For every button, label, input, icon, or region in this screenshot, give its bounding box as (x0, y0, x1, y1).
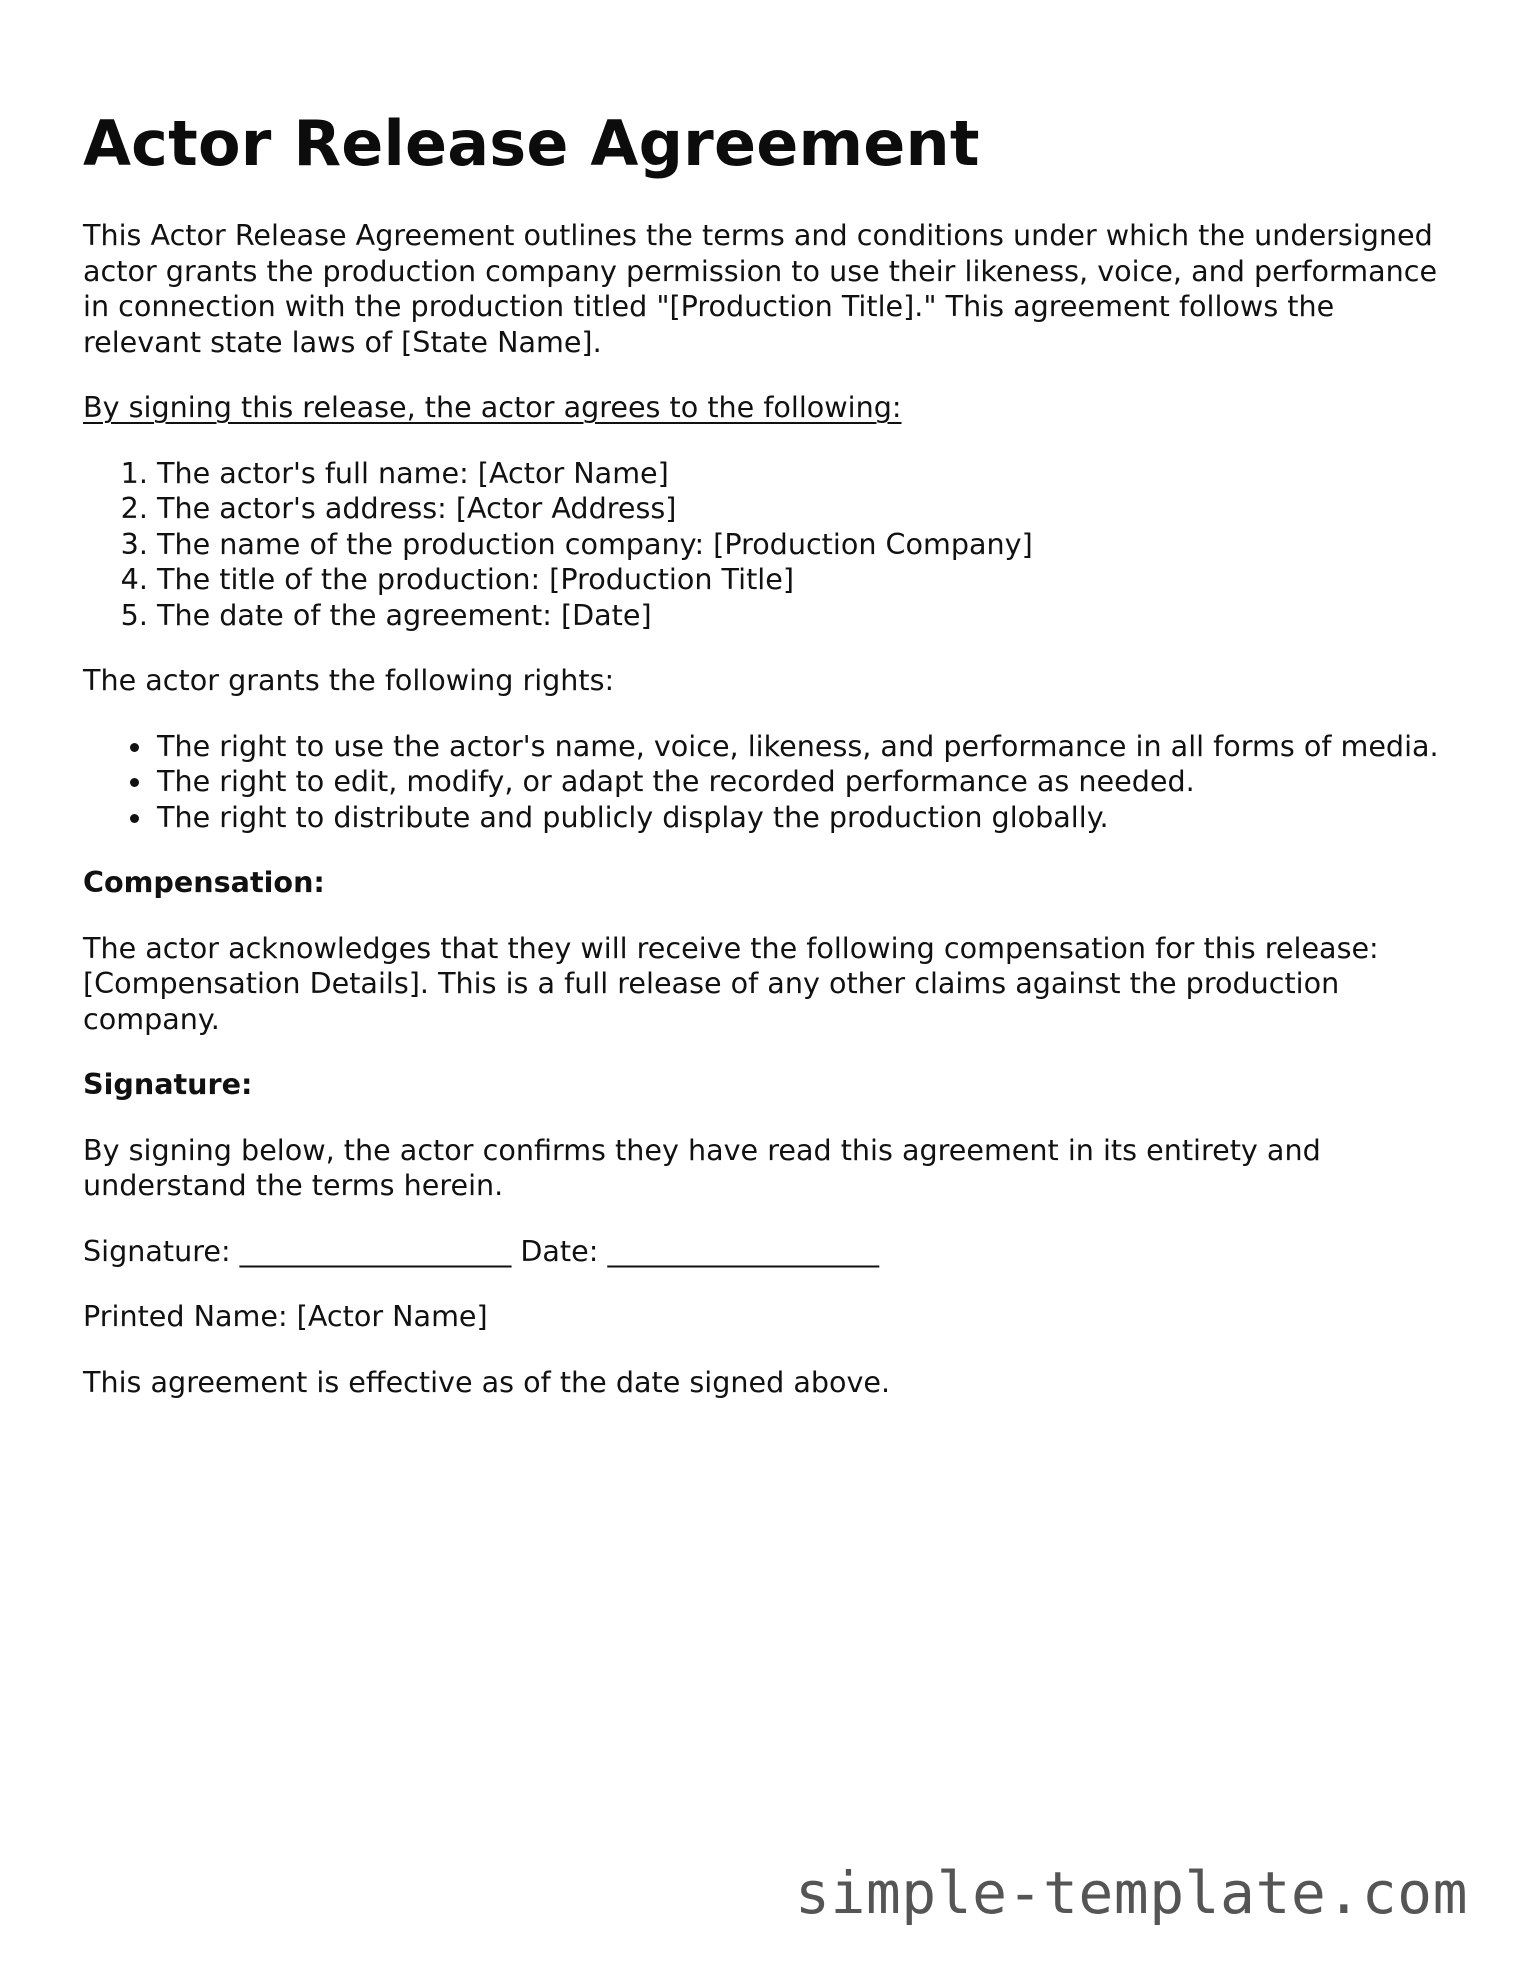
agrees-heading: By signing this release, the actor agrees to the following: (83, 390, 902, 424)
signature-heading: Signature: (83, 1067, 253, 1101)
list-item: The right to edit, modify, or adapt the recorded performance as needed. (157, 764, 1453, 800)
signature-paragraph: By signing below, the actor confirms they have read this agreement in its entirety and understand the terms herein. (83, 1132, 1321, 1202)
rights-list (83, 729, 1453, 836)
agreement-items-list (83, 456, 1453, 634)
intro-paragraph: This Actor Release Agreement outlines the terms and conditions under which the undersigned actor grants the production company permission to use their likeness, voice, and performance in connection with the production titled "[Production Title]." This agreement follows the relevant state laws of [State Name]. (83, 218, 1438, 359)
page-title: Actor Release Agreement (83, 107, 980, 180)
list-item: 4. The title of the production: [Production Title] (157, 562, 1453, 598)
list-item: The right to distribute and publicly display the production globally. (157, 800, 1453, 836)
effective-note: This agreement is effective as of the date signed above. (83, 1364, 891, 1399)
compensation-paragraph: The actor acknowledges that they will receive the following compensation for this release: [Compensation Details]. This is a full release of any other claims against the production company. (83, 930, 1379, 1036)
list-item: The right to use the actor's name, voice, likeness, and performance in all forms of media. (157, 729, 1453, 765)
list-item: 1. The actor's full name: [Actor Name] (157, 456, 1453, 492)
list-item: 3. The name of the production company: [Production Company] (157, 527, 1453, 563)
compensation-heading: Compensation: (83, 865, 325, 899)
list-item: 5. The date of the agreement: [Date] (157, 598, 1453, 634)
printed-name-line: Printed Name: [Actor Name] (83, 1299, 488, 1333)
document-page (83, 108, 1453, 1430)
list-item: 2. The actor's address: [Actor Address] (157, 491, 1453, 527)
rights-intro: The actor grants the following rights: (83, 663, 615, 697)
watermark-text: simple-template.com (795, 1859, 1468, 1927)
signature-date-line: Signature: ___________________ Date: ___________________ (83, 1233, 880, 1268)
